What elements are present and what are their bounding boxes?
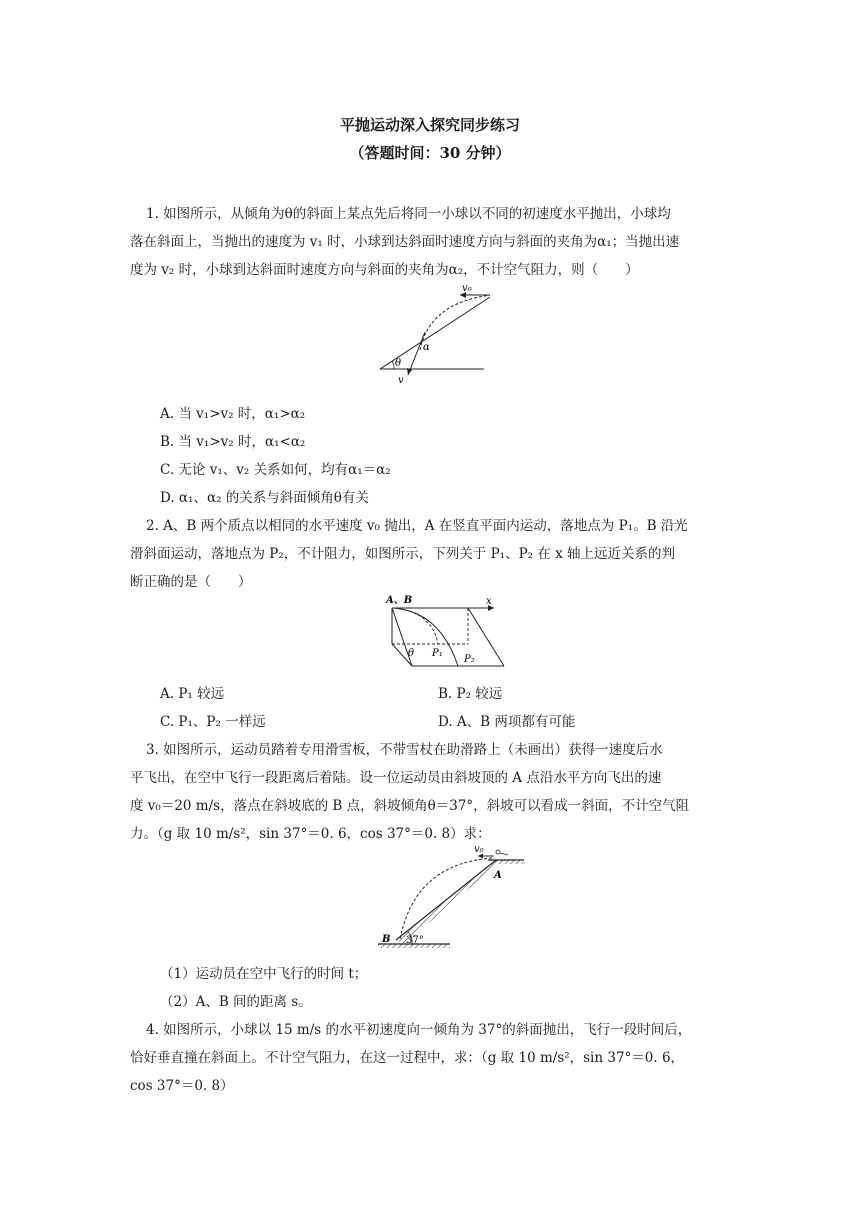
q2-figure bbox=[382, 590, 514, 670]
q1-figure bbox=[370, 282, 490, 388]
q1-option-d: D. α₁、α₂ 的关系与斜面倾角θ有关 bbox=[160, 490, 369, 506]
q1-fig-alpha-label: α bbox=[423, 342, 430, 353]
q3-sub-question-1: （1）运动员在空中飞行的时间 t； bbox=[160, 966, 368, 982]
q2-line-1: 2. A、B 两个质点以相同的水平速度 v₀ 抛出，A 在竖直平面内运动，落地点为 P₁。B 沿光 bbox=[146, 518, 688, 534]
q1-incline-line bbox=[380, 284, 490, 369]
q2-line-3: 断正确的是（ ） bbox=[130, 574, 252, 590]
q1-fig-v0-label: v₀ bbox=[462, 283, 472, 294]
q2-fig-x-label: x bbox=[486, 596, 492, 607]
q1-fig-v-label: v bbox=[398, 375, 404, 386]
q3-platform-hatch bbox=[496, 860, 524, 864]
q1-option-a: A. 当 v₁>v₂ 时，α₁>α₂ bbox=[160, 406, 306, 422]
q1-option-b: B. 当 v₁>v₂ 时，α₁<α₂ bbox=[160, 434, 306, 450]
q4-line-2: 恰好垂直撞在斜面上。不计空气阻力，在这一过程中，求：（g 取 10 m/s²，sin 37°＝0. 6， bbox=[130, 1050, 685, 1066]
q2-fig-p1-label: P₁ bbox=[432, 648, 443, 659]
q1-line-3: 度为 v₂ 时，小球到达斜面时速度方向与斜面的夹角为α₂，不计空气阻力，则（ ） bbox=[130, 262, 639, 278]
q1-option-c: C. 无论 v₁、v₂ 关系如何，均有α₁＝α₂ bbox=[160, 462, 391, 478]
q3-sub-question-2: （2）A、B 间的距离 s。 bbox=[160, 994, 312, 1010]
q3-line-4: 力。（g 取 10 m/s²，sin 37°＝0. 6，cos 37°＝0. 8）求： bbox=[130, 826, 491, 842]
q3-slope-line bbox=[396, 860, 496, 940]
q3-fig-b-label: B bbox=[382, 934, 391, 945]
q1-line-1: 1. 如图所示，从倾角为θ的斜面上某点先后将同一小球以不同的初速度水平抛出，小球均 bbox=[146, 206, 671, 222]
q2-fig-theta-label: θ bbox=[408, 648, 415, 659]
q3-figure bbox=[370, 840, 530, 950]
q3-skier-head bbox=[496, 850, 500, 854]
q2-option-b: B. P₂ 较远 bbox=[438, 686, 503, 702]
q3-line-3: 度 v₀＝20 m/s，落点在斜坡底的 B 点，斜坡倾角θ＝37°，斜坡可以看成一斜面，不计空气阻 bbox=[130, 798, 690, 814]
q1-theta-arc bbox=[392, 361, 394, 369]
q4-line-3: cos 37°＝0. 8） bbox=[130, 1078, 234, 1094]
q3-fig-v0-label: v₀ bbox=[474, 844, 484, 855]
q2-option-a: A. P₁ 较远 bbox=[160, 686, 225, 702]
q2-trajectory-b bbox=[394, 608, 438, 644]
q3-fig-a-label: A bbox=[494, 870, 502, 881]
q1-line-2: 落在斜面上，当抛出的速度为 v₁ 时，小球到达斜面时速度方向与斜面的夹角为α₁；当抛出速 bbox=[130, 234, 680, 250]
q3-fig-angle-label: 37° bbox=[406, 935, 424, 946]
q4-line-1: 4. 如图所示，小球以 15 m/s 的水平初速度向一倾角为 37°的斜面抛出，飞行一段时间后， bbox=[146, 1022, 692, 1038]
q1-fig-theta-label: θ bbox=[395, 358, 402, 369]
q2-option-c: C. P₁、P₂ 一样远 bbox=[160, 714, 266, 730]
q2-fig-ab-label: A、B bbox=[386, 595, 413, 606]
q2-option-d: D. A、B 两项都有可能 bbox=[438, 714, 576, 730]
q1-trajectory bbox=[420, 295, 490, 350]
page-title: 平抛运动深入探究同步练习 bbox=[339, 116, 520, 134]
q2-fig-p2-label: P₂ bbox=[464, 654, 475, 665]
q2-line-2: 滑斜面运动，落地点为 P₂，不计阻力，如图所示，下列关于 P₁、P₂ 在 x 轴上远近关系的判 bbox=[130, 546, 676, 562]
q3-line-2: 平飞出，在空中飞行一段距离后着陆。设一位运动员由斜坡顶的 A 点沿水平方向飞出的速 bbox=[130, 770, 662, 786]
page-subtitle: （答题时间：30 分钟） bbox=[349, 144, 511, 162]
q3-slope-hatch bbox=[398, 860, 500, 944]
q3-skier-body bbox=[500, 853, 508, 855]
q3-line-1: 3. 如图所示，运动员踏着专用滑雪板，不带雪杖在助滑路上（未画出）获得一速度后水 bbox=[146, 742, 663, 758]
